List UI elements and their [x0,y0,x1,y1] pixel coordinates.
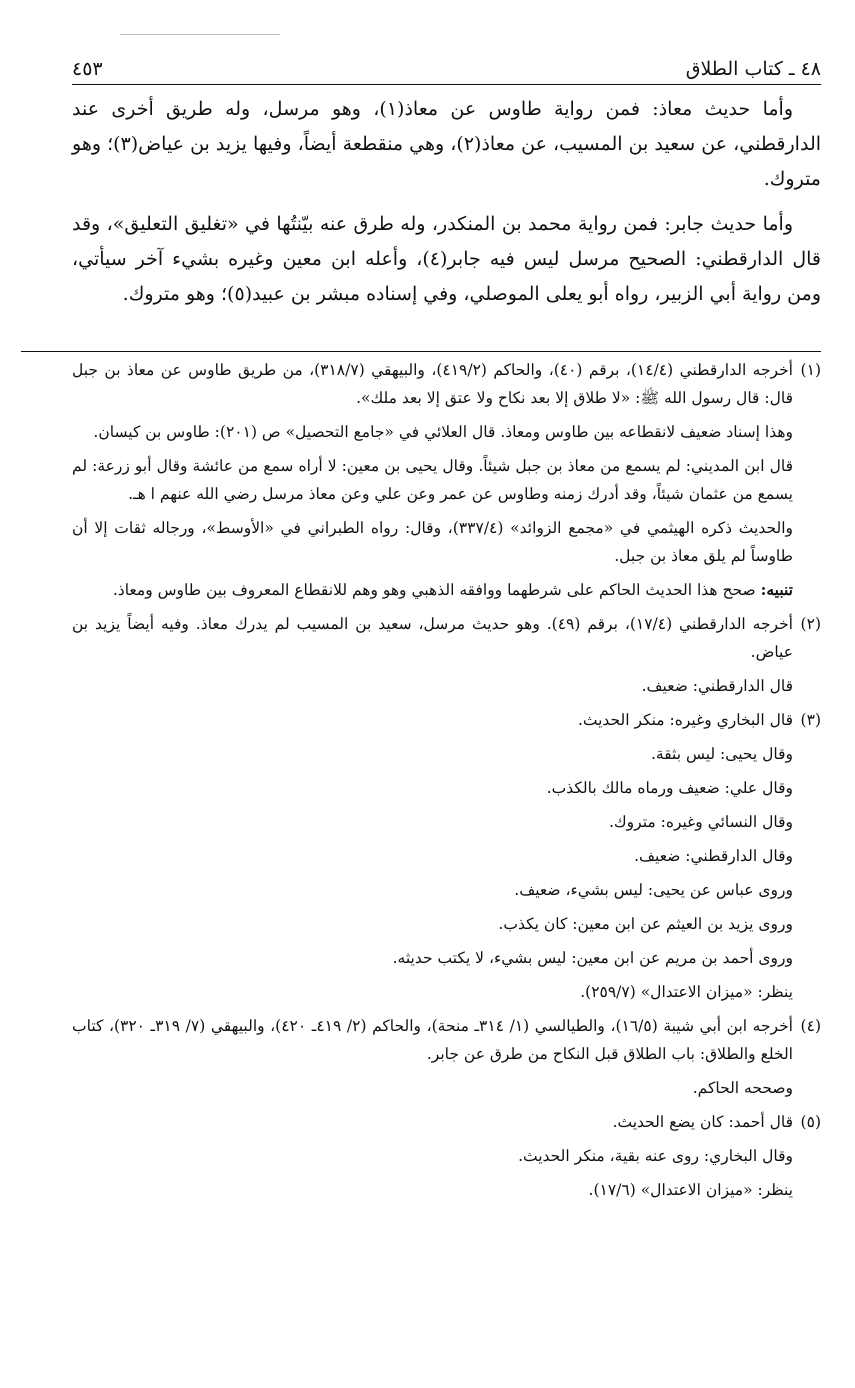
footnote-3 [72,706,821,1012]
running-header [72,44,821,85]
footnote-1 [72,356,821,610]
footnote-text: قال أحمد: كان يضع الحديث. [612,1113,793,1131]
footnote-divider [21,351,821,352]
scan-artifact-line [120,34,280,35]
footnote-text: وصححه الحاكم. [692,1079,793,1097]
footnote-2 [72,610,821,706]
footnote-text: وقال النسائي وغيره: متروك. [608,813,793,831]
footnote-number: (٤) [800,1017,821,1035]
footnote-tanbih [72,576,793,604]
paragraph-muadh: وأما حديث معاذ: فمن رواية طاوس عن معاذ(١)، وهو مرسل، وله طريق أخرى عند الدارقطني، عن سعيد بن المسيب، عن معاذ(٢)، وهي منقطعة أيضاً، وفيها يزيد بن عياض(٣)؛ وهو متروك. [72,98,822,190]
footnote-text: قال ابن المديني: لم يسمع من معاذ بن جبل شيئاً. وقال يحيى بن معين: لا أراه سمع من عائشة وقال أبو زرعة: لم يسمع من عثمان شيئاً، وقد أدرك زمنه وطاوس عن عمر وعن علي وعن معاذ مرسل رضي الله عنهم ا هـ. [72,457,793,503]
footnote-text: أخرجه الدارقطني (١٧/٤)، برقم (٤٩). وهو حديث مرسل، سعيد بن المسيب لم يدرك معاذ. وفيه أيضاً يزيد بن عياض. [72,615,793,661]
footnote-number: (٣) [800,711,821,729]
footnote-text: ينظر: «ميزان الاعتدال» (١٧/٦). [588,1181,793,1199]
footnote-5 [72,1108,821,1210]
main-text [72,92,821,322]
footnote-text: وروى عباس عن يحيى: ليس بشيء، ضعيف. [514,881,793,899]
footnote-text: والحديث ذكره الهيثمي في «مجمع الزوائد» (٣٣٧/٤)، وقال: رواه الطبراني في «الأوسط»، ورجاله ثقات إلا أن طاوساً لم يلق معاذ بن جبل. [72,519,793,565]
footnotes [72,356,821,1210]
footnote-text: قال البخاري وغيره: منكر الحديث. [577,711,793,729]
page-number: ٤٥٣ [72,58,103,80]
footnote-text: وروى يزيد بن العيثم عن ابن معين: كان يكذب. [498,915,793,933]
footnote-4 [72,1012,821,1108]
footnote-number: (٥) [800,1113,821,1131]
footnote-text: وقال يحيى: ليس بثقة. [650,745,793,763]
footnote-number: (١) [800,361,821,379]
paragraph-jabir: وأما حديث جابر: فمن رواية محمد بن المنكدر، وله طرق عنه بيّنتُها في «تغليق التعليق»، وقد قال الدارقطني: الصحيح مرسل ليس فيه جابر(٤)، وأعله ابن معين وغيره بشيء آخر سيأتي، ومن رواية أبي الزبير، رواه أبو يعلى الموصلي، وفي إسناده مبشر بن عبيد(٥)؛ وهو متروك. [72,213,821,305]
footnote-text: وهذا إسناد ضعيف لانقطاعه بين طاوس ومعاذ. قال العلائي في «جامع التحصيل» ص (٢٠١): طاوس بن كيسان. [93,423,793,441]
footnote-text: وقال علي: ضعيف ورماه مالك بالكذب. [546,779,793,797]
footnote-number: (٢) [800,615,821,633]
footnote-text: وقال البخاري: روى عنه بقية، منكر الحديث. [518,1147,793,1165]
tanbih-text: صحح هذا الحديث الحاكم على شرطهما ووافقه الذهبي وهو وهم للانقطاع المعروف بين طاوس ومعاذ. [112,581,756,599]
footnote-text: وقال الدارقطني: ضعيف. [634,847,793,865]
footnote-text: وروى أحمد بن مريم عن ابن معين: ليس بشيء، لا يكتب حديثه. [392,949,793,967]
footnote-text: قال الدارقطني: ضعيف. [641,677,793,695]
tanbih-label: تنبيه: [760,580,793,599]
chapter-title: ٤٨ ـ كتاب الطلاق [685,58,821,80]
footnote-text: أخرجه ابن أبي شيبة (١٦/٥)، والطيالسي (١/ ٣١٤ـ منحة)، والحاكم (٢/ ٤١٩ـ ٤٢٠)، والبيهقي (٧/ ٣١٩ـ ٣٢٠)، كتاب الخلع والطلاق: باب الطلاق قبل النكاح من طرق عن جابر. [72,1017,793,1063]
footnote-text: ينظر: «ميزان الاعتدال» (٢٥٩/٧). [580,983,793,1001]
footnote-text: أخرجه الدارقطني (١٤/٤)، برقم (٤٠)، والحاكم (٤١٩/٢)، والبيهقي (٣١٨/٧)، من طريق طاوس عن معاذ بن جبل قال: قال رسول الله ﷺ: «لا طلاق إلا بعد نكاح ولا عتق إلا بعد ملك». [72,361,793,407]
